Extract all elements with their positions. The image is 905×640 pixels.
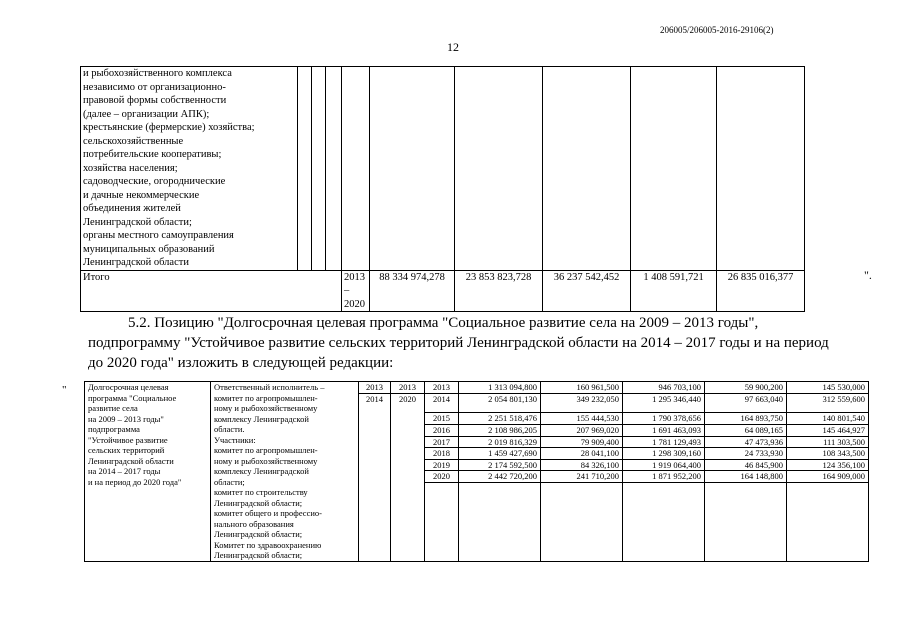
value-cell: 241 710,200 <box>541 471 623 483</box>
opening-quote: " <box>62 384 67 396</box>
program-name-cell <box>85 382 211 562</box>
value-cell: 46 845,900 <box>705 459 787 471</box>
end-year: 2020 <box>391 394 425 562</box>
year-cell: 2020 <box>425 471 459 483</box>
value-cell: 111 303,500 <box>787 436 869 448</box>
description-row <box>81 67 805 271</box>
value-cell: 145 464,927 <box>787 424 869 436</box>
period-end: 2020 <box>344 298 365 310</box>
empty-cell <box>298 67 312 271</box>
description-line: крестьянские (фермерские) хозяйства; <box>83 122 255 133</box>
responsible-line: ному и рыбохозяйственному <box>214 403 318 413</box>
program-funding-table <box>84 381 869 562</box>
empty-cell <box>342 67 370 271</box>
empty-cell <box>787 482 869 561</box>
value-cell: 1 313 094,800 <box>459 382 541 394</box>
year-cell: 2017 <box>425 436 459 448</box>
total-value: 88 334 974,278 <box>370 270 455 312</box>
value-cell: 64 089,165 <box>705 424 787 436</box>
value-cell: 124 356,100 <box>787 459 869 471</box>
value-cell: 164 909,000 <box>787 471 869 483</box>
value-cell: 164 893,750 <box>705 412 787 424</box>
program-line: развитие села <box>88 403 138 413</box>
value-cell: 1 790 378,656 <box>623 412 705 424</box>
empty-cell <box>541 482 623 561</box>
value-cell: 2 054 801,130 <box>459 394 541 413</box>
value-cell: 1 691 463,093 <box>623 424 705 436</box>
value-cell: 24 733,930 <box>705 448 787 460</box>
responsible-line: комплексу Ленинградской <box>214 413 309 424</box>
document-id: 206005/206005-2016-29106(2) <box>660 25 774 35</box>
value-cell: 349 232,050 <box>541 394 623 413</box>
start-year: 2013 <box>359 382 391 394</box>
amendment-paragraph <box>88 313 852 373</box>
description-line: садоводческие, огороднические <box>83 176 226 187</box>
value-cell: 2 019 816,329 <box>459 436 541 448</box>
empty-cell <box>326 67 342 271</box>
responsible-line: комплексу Ленинградской <box>214 466 309 476</box>
value-cell: 1 781 129,493 <box>623 436 705 448</box>
participants-cell <box>81 67 298 271</box>
description-line: (далее – организации АПК); <box>83 108 210 120</box>
empty-cell <box>312 67 326 271</box>
page-number: 12 <box>447 40 459 54</box>
year-cell: 2015 <box>425 412 459 424</box>
responsible-line: Участники: <box>214 434 256 445</box>
responsible-line: Комитет по здравоохранению <box>214 539 322 550</box>
total-value: 36 237 542,452 <box>543 270 631 312</box>
empty-cell <box>705 482 787 561</box>
responsible-line: Ответственный исполнитель – <box>214 382 325 392</box>
description-line: Ленинградской области <box>83 257 189 268</box>
description-line: правовой формы собственности <box>83 95 227 106</box>
value-cell: 47 473,936 <box>705 436 787 448</box>
start-year: 2014 <box>359 394 391 562</box>
description-line: органы местного самоуправления <box>83 230 234 241</box>
responsible-line: комитет по агропромышлен- <box>214 392 318 403</box>
responsible-line: Ленинградской области; <box>214 497 303 508</box>
program-line: программа "Социальное <box>88 392 177 403</box>
program-line: на 2009 – 2013 годы" <box>88 413 164 424</box>
description-line: и дачные некоммерческие <box>83 189 200 201</box>
responsible-line: Ленинградской области; <box>214 550 303 560</box>
empty-cell <box>631 67 717 271</box>
empty-cell <box>459 482 541 561</box>
total-row <box>81 270 805 312</box>
total-value: 26 835 016,377 <box>717 270 805 312</box>
program-line: Долгосрочная целевая <box>88 382 169 392</box>
year-cell: 2013 <box>425 382 459 394</box>
year-cell: 2014 <box>425 394 459 413</box>
total-label: Итого <box>81 270 342 312</box>
value-cell: 2 108 986,205 <box>459 424 541 436</box>
empty-cell <box>623 482 705 561</box>
period-start: 2013 – <box>344 271 365 296</box>
responsible-cell <box>211 382 359 562</box>
value-cell: 1 459 427,690 <box>459 448 541 460</box>
program-line: подпрограмма <box>88 424 140 434</box>
responsible-line: Ленинградской области; <box>214 529 303 539</box>
value-cell: 1 871 952,200 <box>623 471 705 483</box>
description-line: Ленинградской области; <box>83 216 192 228</box>
value-cell: 2 251 518,476 <box>459 412 541 424</box>
description-line: сельскохозяйственные <box>83 135 184 147</box>
total-value: 1 408 591,721 <box>631 270 717 312</box>
year-cell: 2016 <box>425 424 459 436</box>
total-period <box>342 270 370 312</box>
paragraph-line: 5.2. Позицию "Долгосрочная целевая программа "Социальное развитие села на 2009 – 2013 годы", <box>128 315 759 331</box>
program-line: Ленинградской области <box>88 455 174 466</box>
responsible-line: комитет общего и профессио- <box>214 508 322 518</box>
responsible-line: комитет по строительству <box>214 487 308 497</box>
paragraph-line: до 2020 года" изложить в следующей редакции: <box>88 355 394 371</box>
value-cell: 84 326,100 <box>541 459 623 471</box>
empty-cell <box>717 67 805 271</box>
value-cell: 108 343,500 <box>787 448 869 460</box>
program-line: на 2014 – 2017 годы <box>88 466 161 476</box>
value-cell: 160 961,500 <box>541 382 623 394</box>
value-cell: 164 148,800 <box>705 471 787 483</box>
value-cell: 1 298 309,160 <box>623 448 705 460</box>
responsible-line: нального образования <box>214 518 294 529</box>
value-cell: 79 909,400 <box>541 436 623 448</box>
description-line: независимо от организационно- <box>83 81 226 93</box>
total-value: 23 853 823,728 <box>455 270 543 312</box>
program-line: и на период до 2020 года" <box>88 476 182 487</box>
responsible-line: области; <box>214 476 245 487</box>
value-cell: 97 663,040 <box>705 394 787 413</box>
empty-cell <box>370 67 455 271</box>
description-line: и рыбохозяйственного комплекса <box>83 68 232 79</box>
responsible-line: области. <box>214 424 245 434</box>
value-cell: 1 919 064,400 <box>623 459 705 471</box>
end-year: 2013 <box>391 382 425 394</box>
empty-cell <box>425 482 459 561</box>
value-cell: 140 801,540 <box>787 412 869 424</box>
value-cell: 28 041,100 <box>541 448 623 460</box>
description-line: потребительские кооперативы; <box>83 149 222 160</box>
value-cell: 145 530,000 <box>787 382 869 394</box>
closing-quote: ". <box>864 268 872 282</box>
empty-cell <box>543 67 631 271</box>
paragraph-line: подпрограмму "Устойчивое развитие сельских территорий Ленинградской области на 2014 – 2017 годы и на период <box>88 335 829 351</box>
value-cell: 2 174 592,500 <box>459 459 541 471</box>
year-cell: 2019 <box>425 459 459 471</box>
description-line: муниципальных образований <box>83 243 215 255</box>
value-cell: 946 703,100 <box>623 382 705 394</box>
value-cell: 155 444,530 <box>541 412 623 424</box>
value-cell: 1 295 346,440 <box>623 394 705 413</box>
funding-table-continued <box>80 66 805 312</box>
program-line: "Устойчивое развитие <box>88 434 168 445</box>
year-cell: 2018 <box>425 448 459 460</box>
responsible-line: комитет по агропромышлен- <box>214 445 318 455</box>
value-cell: 2 442 720,200 <box>459 471 541 483</box>
empty-cell <box>455 67 543 271</box>
value-cell: 207 969,020 <box>541 424 623 436</box>
value-cell: 59 900,200 <box>705 382 787 394</box>
program-line: сельских территорий <box>88 445 165 455</box>
table-row <box>85 382 869 394</box>
description-line: хозяйства населения; <box>83 162 178 174</box>
description-line: объединения жителей <box>83 203 181 214</box>
responsible-line: ному и рыбохозяйственному <box>214 455 318 466</box>
value-cell: 312 559,600 <box>787 394 869 413</box>
